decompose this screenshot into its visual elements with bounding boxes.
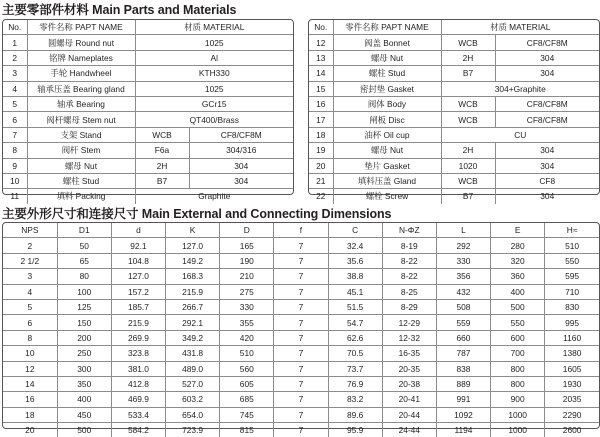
part-name: 闸板 Disc: [333, 112, 441, 127]
dimensions-cell: 12-32: [382, 330, 436, 345]
dimensions-cell: 1000: [491, 407, 545, 422]
dimensions-cell: 24-44: [382, 423, 436, 437]
dimensions-row: [3, 423, 599, 437]
dimensions-row: [3, 284, 599, 299]
dimensions-cell: 20-41: [382, 392, 436, 407]
dimensions-row: [3, 346, 599, 361]
dimensions-cell: 73.7: [328, 361, 382, 376]
dimensions-cell: 7: [274, 299, 328, 314]
dimensions-cell: 20-35: [382, 361, 436, 376]
dimensions-header-cell: K: [166, 223, 220, 238]
parts-row: [3, 96, 293, 111]
parts-header-row: [3, 20, 293, 35]
part-number: 5: [3, 96, 27, 111]
parts-row: [3, 35, 293, 50]
dimensions-cell: 51.5: [328, 299, 382, 314]
dimensions-cell: 527.0: [166, 376, 220, 391]
dimensions-cell: 190: [220, 253, 274, 268]
dimensions-cell: 595: [545, 269, 599, 284]
part-number: 22: [309, 189, 333, 204]
dimensions-cell: 900: [491, 392, 545, 407]
dimensions-cell: 7: [274, 392, 328, 407]
dimensions-row: [3, 269, 599, 284]
dimensions-cell: 800: [491, 361, 545, 376]
part-number: 13: [309, 50, 333, 65]
dimensions-cell: 8-29: [382, 299, 436, 314]
part-material-1: 2H: [441, 50, 495, 65]
header-no: No.: [3, 20, 27, 35]
part-material-2: 304: [189, 158, 293, 173]
dimensions-cell: 7: [274, 269, 328, 284]
part-material-1: 1020: [441, 158, 495, 173]
dimensions-cell: 104.8: [111, 253, 165, 268]
dimensions-cell: 165: [220, 238, 274, 253]
dimensions-cell: 269.9: [111, 330, 165, 345]
dimensions-cell: 584.2: [111, 423, 165, 437]
dimensions-cell: 7: [274, 284, 328, 299]
part-number: 20: [309, 158, 333, 173]
dimensions-row: [3, 376, 599, 391]
part-material-1: WCB: [441, 35, 495, 50]
dimensions-row: [3, 361, 599, 376]
dimensions-cell: 6: [3, 315, 57, 330]
parts-row: [309, 50, 599, 65]
dimensions-cell: 1160: [545, 330, 599, 345]
part-material: 304+Graphite: [441, 81, 599, 96]
part-material-2: 304: [495, 66, 599, 81]
dimensions-cell: 200: [57, 330, 111, 345]
dimensions-cell: 7: [274, 346, 328, 361]
parts-row: [3, 50, 293, 65]
dimensions-header-cell: D: [220, 223, 274, 238]
dimensions-cell: 700: [491, 346, 545, 361]
dimensions-cell: 210: [220, 269, 274, 284]
dimensions-cell: 412.8: [111, 376, 165, 391]
part-name: 轴承 Bearing: [27, 96, 135, 111]
dimensions-header-row: [3, 223, 599, 238]
part-number: 8: [3, 143, 27, 158]
dimensions-row: [3, 299, 599, 314]
part-name: 阀杆 Stem: [27, 143, 135, 158]
dimensions-cell: 127.0: [166, 238, 220, 253]
parts-row: [309, 127, 599, 142]
dimensions-cell: 800: [491, 376, 545, 391]
dimensions-cell: 150: [57, 315, 111, 330]
parts-row: [309, 173, 599, 188]
dimensions-cell: 8: [3, 330, 57, 345]
parts-row: [3, 112, 293, 127]
parts-row: [309, 112, 599, 127]
dimensions-cell: 360: [491, 269, 545, 284]
part-name: 阀盖 Bonnet: [333, 35, 441, 50]
dimensions-cell: 266.7: [166, 299, 220, 314]
part-name: 圆螺母 Round nut: [27, 35, 135, 50]
parts-row: [3, 143, 293, 158]
dimensions-cell: 489.0: [166, 361, 220, 376]
header-part-name: 零件名称 PAPT NAME: [333, 20, 441, 35]
part-number: 19: [309, 143, 333, 158]
parts-row: [309, 35, 599, 50]
dimensions-cell: 89.6: [328, 407, 382, 422]
part-material: CU: [441, 127, 599, 142]
dimensions-row: [3, 392, 599, 407]
part-number: 10: [3, 173, 27, 188]
part-name: 填料 Packing: [27, 189, 135, 204]
part-number: 11: [3, 189, 27, 204]
part-material-2: 304: [495, 143, 599, 158]
dimensions-cell: 420: [220, 330, 274, 345]
header-material: 材质 MATERIAL: [135, 20, 293, 35]
dimensions-cell: 603.2: [166, 392, 220, 407]
part-number: 3: [3, 66, 27, 81]
part-material-1: WCB: [441, 96, 495, 111]
parts-row: [309, 81, 599, 96]
part-name: 密封垫 Gasket: [333, 81, 441, 96]
dimensions-cell: 32.4: [328, 238, 382, 253]
dimensions-cell: 469.9: [111, 392, 165, 407]
part-number: 17: [309, 112, 333, 127]
dimensions-cell: 20: [3, 423, 57, 437]
part-name: 螺母 Nut: [333, 143, 441, 158]
dimensions-cell: 20-44: [382, 407, 436, 422]
dimensions-cell: 62.6: [328, 330, 382, 345]
dimensions-cell: 510: [545, 238, 599, 253]
part-material-1: B7: [441, 189, 495, 204]
dimensions-cell: 2: [3, 238, 57, 253]
part-material-2: 304: [540, 191, 555, 202]
dimensions-cell: 710: [545, 284, 599, 299]
parts-row: [3, 81, 293, 96]
part-name: 填料压盖 Gland: [333, 173, 441, 188]
dimensions-cell: 45.1: [328, 284, 382, 299]
dimensions-cell: 10: [3, 346, 57, 361]
part-material: QT400/Brass: [135, 112, 293, 127]
part-material: Al: [135, 50, 293, 65]
dimensions-cell: 7: [274, 315, 328, 330]
dimensions-cell: 12: [3, 361, 57, 376]
part-material-1: 2H: [135, 158, 189, 173]
dimensions-cell: 381.0: [111, 361, 165, 376]
dimensions-cell: 70.5: [328, 346, 382, 361]
dimensions-cell: 323.8: [111, 346, 165, 361]
dimensions-cell: 100: [57, 284, 111, 299]
dimensions-cell: 330: [220, 299, 274, 314]
header-no: No.: [309, 20, 333, 35]
part-material: KTH330: [135, 66, 293, 81]
parts-row: [309, 143, 599, 158]
dimensions-cell: 2035: [545, 392, 599, 407]
dimensions-cell: 508: [436, 299, 490, 314]
parts-row: [309, 66, 599, 81]
dimensions-cell: 349.2: [166, 330, 220, 345]
part-name: 轴承压盖 Bearing gland: [27, 81, 135, 96]
dimensions-cell: 685: [220, 392, 274, 407]
dimensions-cell: 320: [491, 253, 545, 268]
dimensions-cell: 300: [57, 361, 111, 376]
dimensions-cell: 450: [57, 407, 111, 422]
dimensions-header-cell: L: [436, 223, 490, 238]
dimensions-cell: 559: [436, 315, 490, 330]
dimensions-cell: 500: [491, 299, 545, 314]
part-material-2: CF8/CF8M: [495, 112, 599, 127]
part-material-2: 304: [495, 158, 599, 173]
dimensions-cell: 54.7: [328, 315, 382, 330]
dimensions-cell: 157.2: [111, 284, 165, 299]
part-material: 1025: [135, 81, 293, 96]
dimensions-cell: 125: [57, 299, 111, 314]
dimensions-cell: 83.2: [328, 392, 382, 407]
dimensions-cell: 1092: [436, 407, 490, 422]
part-material-2: 304: [189, 173, 293, 188]
part-material-1: B7: [441, 66, 495, 81]
part-material-2: CF8/CF8M: [495, 96, 599, 111]
part-name: 油杯 Oil cup: [333, 127, 441, 142]
dimensions-header-cell: D1: [57, 223, 111, 238]
dimensions-cell: 4: [3, 284, 57, 299]
dimensions-header-cell: d: [111, 223, 165, 238]
part-material-2: CF8/CF8M: [495, 35, 599, 50]
dimensions-cell: 2290: [545, 407, 599, 422]
dimensions-cell: 92.1: [111, 238, 165, 253]
part-number: 15: [309, 81, 333, 96]
dimensions-cell: 16: [3, 392, 57, 407]
dimensions-cell: 995: [545, 315, 599, 330]
parts-row: [3, 158, 293, 173]
parts-section-title: 主要零部件材料 Main Parts and Materials: [2, 3, 237, 17]
dimensions-cell: 18: [3, 407, 57, 422]
part-material-2: CF8: [495, 173, 599, 188]
dimensions-cell: 889: [436, 376, 490, 391]
part-material: Graphite: [198, 191, 231, 202]
part-material: 1025: [135, 35, 293, 50]
dimensions-cell: 830: [545, 299, 599, 314]
dimensions-cell: 355: [220, 315, 274, 330]
dimensions-cell: 65: [57, 253, 111, 268]
dimensions-cell: 400: [57, 392, 111, 407]
dimensions-cell: 1930: [545, 376, 599, 391]
part-number: 7: [3, 127, 27, 142]
dimensions-cell: 787: [436, 346, 490, 361]
dimensions-cell: 654.0: [166, 407, 220, 422]
parts-row: [3, 173, 293, 188]
dimensions-cell: 168.3: [166, 269, 220, 284]
dimensions-cell: 815: [220, 423, 274, 437]
dimensions-cell: 660: [436, 330, 490, 345]
parts-row: [3, 66, 293, 81]
dimensions-cell: 1380: [545, 346, 599, 361]
dimensions-header-cell: H≈: [545, 223, 599, 238]
part-material-1: WCB: [135, 127, 189, 142]
dimensions-cell: 1000: [491, 423, 545, 437]
parts-row: [309, 158, 599, 173]
dimensions-cell: 50: [57, 238, 111, 253]
dimensions-cell: 600: [491, 330, 545, 345]
dimensions-cell: 38.8: [328, 269, 382, 284]
part-number: 2: [3, 50, 27, 65]
dimensions-cell: 7: [274, 423, 328, 437]
dimensions-cell: 275: [220, 284, 274, 299]
part-name: 螺柱 Stud: [27, 173, 135, 188]
dimensions-cell: 605: [220, 376, 274, 391]
dimensions-cell: 76.9: [328, 376, 382, 391]
part-material-1: WCB: [441, 173, 495, 188]
dimensions-table: [2, 222, 600, 436]
dimensions-cell: 510: [220, 346, 274, 361]
part-material-1: 2H: [441, 143, 495, 158]
part-number: 9: [3, 158, 27, 173]
dimensions-cell: 8-25: [382, 284, 436, 299]
dimensions-header-cell: C: [328, 223, 382, 238]
dimensions-cell: 356: [436, 269, 490, 284]
part-number: 16: [309, 96, 333, 111]
dimensions-header-cell: f: [274, 223, 328, 238]
part-material-2: 304: [495, 50, 599, 65]
dimensions-cell: 95.9: [328, 423, 382, 437]
part-material-1: WCB: [441, 112, 495, 127]
part-number: 12: [309, 35, 333, 50]
dimensions-cell: 533.4: [111, 407, 165, 422]
parts-table-left: [2, 19, 294, 202]
dimensions-header-cell: E: [491, 223, 545, 238]
dimensions-cell: 80: [57, 269, 111, 284]
dimensions-cell: 292.1: [166, 315, 220, 330]
dimensions-cell: 8-19: [382, 238, 436, 253]
part-material: GCr15: [135, 96, 293, 111]
part-name: 螺母 Nut: [27, 158, 135, 173]
dimensions-cell: 1605: [545, 361, 599, 376]
dimensions-cell: 330: [436, 253, 490, 268]
dimensions-cell: 432: [436, 284, 490, 299]
dimensions-cell: 35.6: [328, 253, 382, 268]
dimensions-row: [3, 315, 599, 330]
dimensions-cell: 8-22: [382, 253, 436, 268]
part-name: 螺栓 Screw: [333, 189, 441, 204]
part-name: 阀杆螺母 Stem nut: [27, 112, 135, 127]
dimensions-cell: 7: [274, 253, 328, 268]
dimensions-cell: 7: [274, 330, 328, 345]
dimensions-cell: 745: [220, 407, 274, 422]
part-name: 螺母 Nut: [333, 50, 441, 65]
dimensions-cell: 14: [3, 376, 57, 391]
dimensions-cell: 3: [3, 269, 57, 284]
dimensions-cell: 723.9: [166, 423, 220, 437]
dimensions-cell: 431.8: [166, 346, 220, 361]
dimensions-cell: 2600: [562, 425, 582, 436]
part-material-1: B7: [135, 173, 189, 188]
part-name: 手轮 Handwheel: [27, 66, 135, 81]
dimensions-cell: 7: [274, 361, 328, 376]
dimensions-cell: 127.0: [111, 269, 165, 284]
part-number: 4: [3, 81, 27, 96]
parts-header-row: [309, 20, 599, 35]
dimensions-section-title: 主要外形尺寸和连接尺寸 Main External and Connecting Dimensions: [2, 207, 392, 221]
dimensions-cell: 215.9: [111, 315, 165, 330]
dimensions-row: [3, 330, 599, 345]
dimensions-row: [3, 407, 599, 422]
dimensions-cell: 16-35: [382, 346, 436, 361]
parts-table-right: [308, 19, 600, 202]
dimensions-cell: 991: [436, 392, 490, 407]
dimensions-cell: 400: [491, 284, 545, 299]
dimensions-cell: 215.9: [166, 284, 220, 299]
dimensions-cell: 250: [57, 346, 111, 361]
dimensions-cell: 20-38: [382, 376, 436, 391]
part-name: 支架 Stand: [27, 127, 135, 142]
dimensions-cell: 5: [3, 299, 57, 314]
dimensions-cell: 350: [57, 376, 111, 391]
part-material-2: 304/316: [189, 143, 293, 158]
dimensions-cell: 838: [436, 361, 490, 376]
dimensions-cell: 185.7: [111, 299, 165, 314]
parts-row: [3, 127, 293, 142]
dimensions-cell: 550: [491, 315, 545, 330]
header-part-name: 零件名称 PAPT NAME: [27, 20, 135, 35]
dimensions-cell: 1194: [436, 423, 490, 437]
part-number: 14: [309, 66, 333, 81]
dimensions-cell: 550: [545, 253, 599, 268]
dimensions-cell: 7: [274, 238, 328, 253]
dimensions-header-cell: N-ΦZ: [382, 223, 436, 238]
dimensions-cell: 2 1/2: [3, 253, 57, 268]
parts-row: [309, 96, 599, 111]
dimensions-header-cell: NPS: [3, 223, 57, 238]
part-number: 18: [309, 127, 333, 142]
part-number: 1: [3, 35, 27, 50]
dimensions-row: [3, 238, 599, 253]
dimensions-cell: 8-22: [382, 269, 436, 284]
parts-row: [3, 189, 293, 204]
part-name: 阀体 Body: [333, 96, 441, 111]
parts-row: [309, 189, 599, 204]
part-name: 螺柱 Stud: [333, 66, 441, 81]
part-name: 铭牌 Nameplates: [27, 50, 135, 65]
dimensions-cell: 560: [220, 361, 274, 376]
dimensions-cell: 500: [57, 423, 111, 437]
part-number: 6: [3, 112, 27, 127]
dimensions-cell: 292: [436, 238, 490, 253]
header-material: 材质 MATERIAL: [441, 20, 599, 35]
part-material-2: CF8/CF8M: [189, 127, 293, 142]
part-name: 垫片 Gasket: [333, 158, 441, 173]
part-material-1: F6a: [135, 143, 189, 158]
dimensions-cell: 12-29: [382, 315, 436, 330]
dimensions-cell: 7: [274, 407, 328, 422]
dimensions-cell: 280: [491, 238, 545, 253]
part-number: 21: [309, 173, 333, 188]
dimensions-cell: 7: [274, 376, 328, 391]
dimensions-cell: 149.2: [166, 253, 220, 268]
dimensions-row: [3, 253, 599, 268]
